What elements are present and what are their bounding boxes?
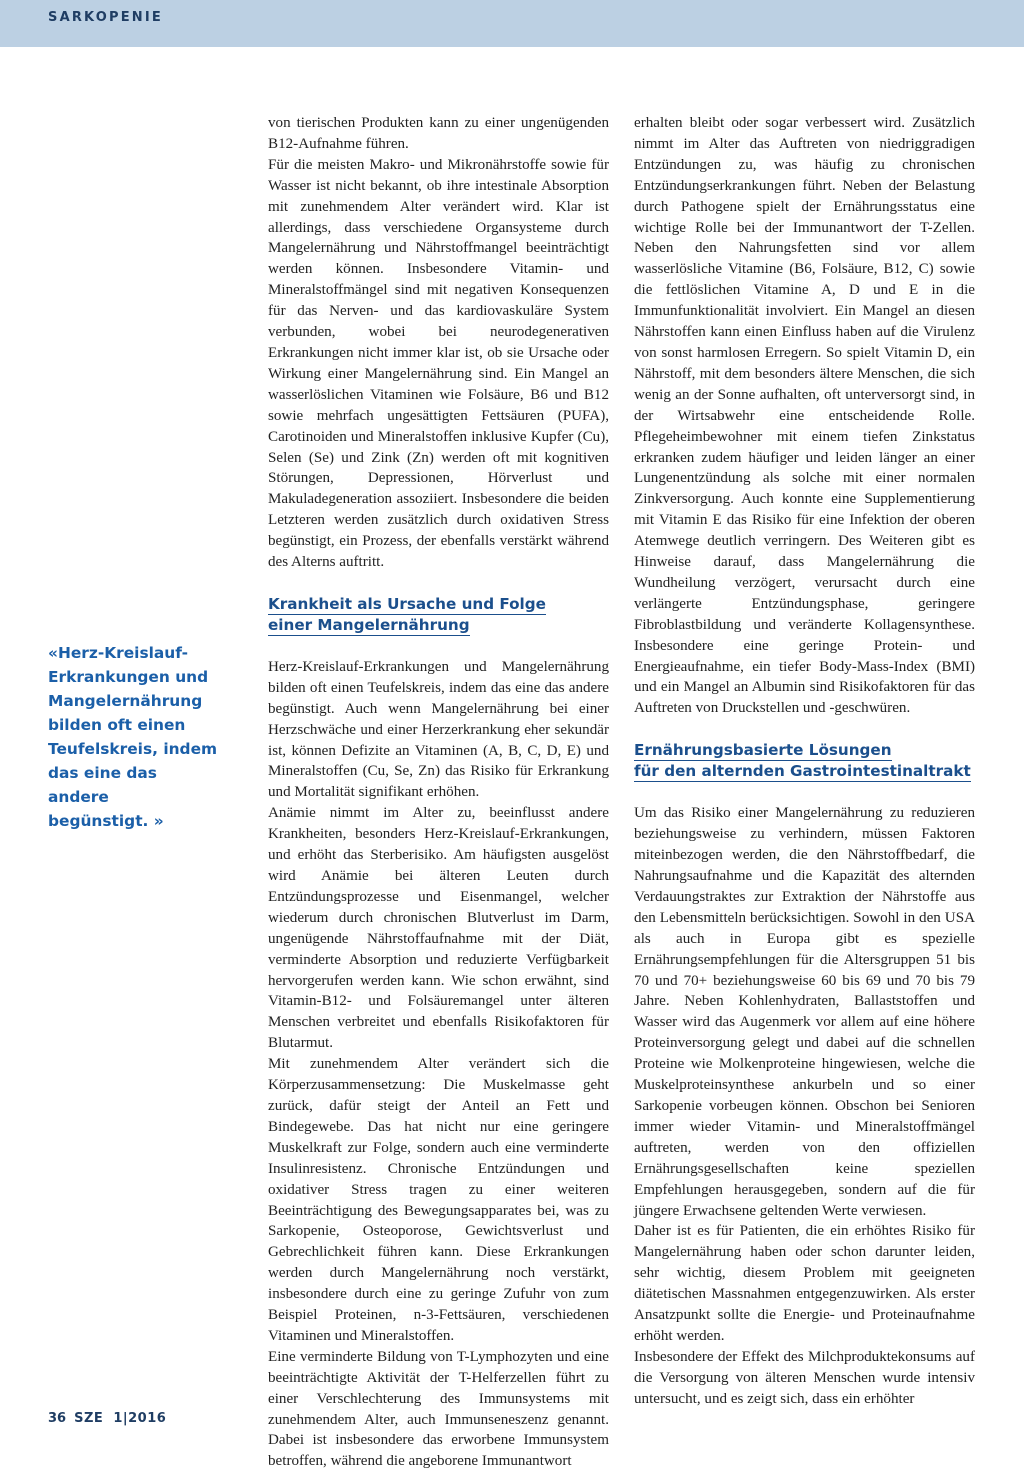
paragraph: Daher ist es für Patienten, die ein erhöhtes Risiko für Mangelernährung haben oder schon darunter leiden, sehr wichtig, diesem Problem mit geeigneten diätetischen Massnahmen entgegenzuwirken. Als erster Ansatzpunkt sollte die Energie- und Proteinaufnahme erhöht werden. [634,1223,975,1344]
open-quote-mark: « [48,644,58,662]
paragraph: Um das Risiko einer Mangelernährung zu reduzieren beziehungsweise zu verhindern, müssen Faktoren miteinbezogen werden, die den Nährstoffbedarf, die Nahrungsaufnahme und die Kapazität des alternden Verdauungstraktes zur Extraktion der Nährstoffe aus den Lebensmitteln berücksichtigen. Sowohl in den USA als auch in Europa gibt es spezielle Ernährungsempfehlungen für die Altersgruppen 51 bis 70 und 70+ beziehungsweise 60 bis 69 und 70 bis 79 Jahre. Neben Kohlenhydraten, Ballaststoffen und Wasser wird das Augenmerk vor allem auf eine höhere Proteinversorgung gelegt und dabei auf die schnellen Proteine wie Molkenproteine hingewiesen, welche die Muskelproteinsynthese ankurbeln und so einer Sarkopenie vorbeugen können. Obschon bei Senioren immer wieder Vitamin- und Mineralstoffmängel auftreten, werden von den offiziellen Ernährungsgesellschaften keine speziellen Empfehlungen herausgegeben, sondern auf die für jüngere Erwachsene geltenden Werte verwiesen. [634,805,975,1219]
issue-number: 1|2016 [113,1411,167,1426]
section-heading [268,594,609,636]
paragraph: erhalten bleibt oder sogar verbessert wird. Zusätzlich nimmt im Alter das Auftreten von niedriggradigen Entzündungen zu, was häufig zu chronischen Entzündungserkrankungen führt. Neben der Belastung durch Pathogene spielt der Ernährungsstatus eine wichtige Rolle bei der Immunantwort der T-Zellen. Neben den Nahrungsfetten sind vor allem wasserlösliche Vitamine (B6, Folsäure, B12, C) sowie die fettlöslichen Vitamine A, D und E in die Immunfunktionalität involviert. Ein Mangel an diesen Nährstoffen kann einen Einfluss haben auf die Virulenz von sonst harmlosen Erregern. So spielt Vitamin D, ein Nährstoff, mit dem besonders ältere Menschen, die sich wenig an der Sonne aufhalten, oft unterversorgt sind, in der Wirtsabwehr eine entscheidende Rolle. Pflegeheimbewohner mit einem tiefen Zinkstatus erkranken zudem häufiger und leiden länger an einer Lungenentzündung als solche mit einer normalen Zinkversorgung. Auch konnte eine Supplementierung mit Vitamin E das Risiko für eine Infektion der oberen Atemwege deutlich verringern. Des Weiteren gibt es Hinweise darauf, dass Mangelernährung die Wundheilung verzögert, verursacht durch eine verlängerte Entzündungsphase, geringere Fibroblastbildung und veränderte Kollagensynthese. Insbesondere eine geringe Protein- und Energieaufnahme, ein tiefer Body-Mass-Index (BMI) und ein Mangel an Albumin sind Risikofaktoren für das Auftreten von Druckstellen und -geschwüren. [634,115,975,717]
middle-column [268,113,609,1472]
paragraph: Insbesondere der Effekt des Milchproduktekonsums auf die Versorgung von älteren Menschen wurde intensiv untersucht, und es zeigt sich, dass ein erhöhter [634,1348,975,1407]
paragraph: Mit zunehmendem Alter verändert sich die Körperzusammensetzung: Die Muskelmasse geht zurück, dafür steigt der Anteil an Fett und Bindegewebe. Das hat nicht nur eine geringere Muskelkraft zur Folge, sondern auch eine verminderte Insulinresistenz. Chronische Entzündungen und oxidativer Stress tragen zu einer weiteren Beeinträchtigung des Bewegungsapparates bei, was zu Sarkopenie, Osteoporose, Gewichtsverlust und Gebrechlichkeit führen kann. Diese Erkrankungen werden durch Mangelernährung noch verstärkt, insbesondere durch eine zu geringe Zufuhr von zum Beispiel Proteinen, n-3-Fettsäuren, verschiedenen Vitaminen und Mineralstoffen. [268,1056,609,1344]
pull-quote-text: Herz-Kreislauf-Erkrankungen und Mangelernährung bilden oft einen Teufelskreis, indem das eine das andere begünstigt. [48,644,218,830]
paragraph: von tierischen Produkten kann zu einer ungenügenden B12-Aufnahme führen. [268,115,609,152]
paragraph: Für die meisten Makro- und Mikronährstoffe sowie für Wasser ist nicht bekannt, ob ihre intestinale Absorption mit zunehmendem Alter verändert wird. Klar ist allerdings, dass verschiedene Organsysteme durch Mangelernährung und Nährstoffmangel beeinträchtigt werden können. Insbesondere Vitamin- und Mineralstoffmängel sind mit negativen Konsequenzen für das Nerven- und das kardiovaskuläre System verbunden, wobei bei neurodegenerativen Erkrankungen nicht immer klar ist, ob sie Ursache oder Wirkung einer Mangelernährung sind. Ein Mangel an wasserlöslichen Vitaminen wie Folsäure, B6 und B12 sowie mehrfach ungesättigten Fettsäuren (PUFA), Carotinoiden und Mineralstoffen inklusive Kupfer (Cu), Selen (Se) und Zink (Zn) werden oft mit kognitiven Störungen, Depressionen, Hörverlust und Makuladegeneration assoziiert. Insbesondere die beiden Letzteren werden zusätzlich durch oxidativen Stress begünstigt, ein Prozess, der ebenfalls verstärkt während des Alterns auftritt. [268,156,609,571]
pull-quote [48,641,218,833]
heading-line-2: einer Mangelernährung [268,615,470,634]
journal-name: SZE [74,1411,104,1426]
paragraph: Eine verminderte Bildung von T-Lymphozyten und eine beeinträchtigte Aktivität der T-Helferzellen führt zu einer Verschlechterung des Immunsystems mit zunehmendem Alter, auch Immunseneszenz genannt. Dabei ist insbesondere das erworbene Immunsystem betroffen, während die angeborene Immunantwort [268,1348,609,1470]
paragraph: Anämie nimmt im Alter zu, beeinflusst andere Krankheiten, besonders Herz-Kreislauf-Erkrankungen, und erhöht das Sterberisiko. Am häufigsten ausgelöst wird Anämie bei älteren Leuten durch Entzündungsprozesse und Eisenmangel, welcher wiederum durch chronischen Blutverlust im Darm, ungenügende Nährstoffaufnahme mit der Diät, verminderte Absorption und reduzierte Verfügbarkeit hervorgerufen werden kann. Wie schon erwähnt, sind Vitamin-B12- und Folsäuremangel unter älteren Menschen verbreitet und ebenfalls Risikofaktoren für Blutarmut. [268,805,609,1052]
close-quote-mark: » [153,812,164,830]
paragraph: Herz-Kreislauf-Erkrankungen und Mangelernährung bilden oft einen Teufelskreis, indem das eine das andere begünstigt. Auch wenn Mangelernährung bei einer Herzschwäche und einer Herzerkrankung eher sekundär ist, können Defizite an Vitaminen (A, B, C, D, E) und Mineralstoffen (Cu, Se, Zn) das Risiko für Erkrankung und Mortalität signifikant erhöhen. [268,658,609,801]
page-number: 36 [48,1411,67,1426]
heading-line-1: Ernährungsbasierte Lösungen [634,741,892,760]
page-footer [48,1411,166,1426]
right-column [634,113,975,1410]
section-title: SARKOPENIE [48,10,163,25]
heading-line-2: für den alternden Gastrointestinaltrakt [634,762,971,781]
section-heading [634,740,975,782]
heading-line-1: Krankheit als Ursache und Folge [268,594,546,613]
header-band [0,0,1024,47]
